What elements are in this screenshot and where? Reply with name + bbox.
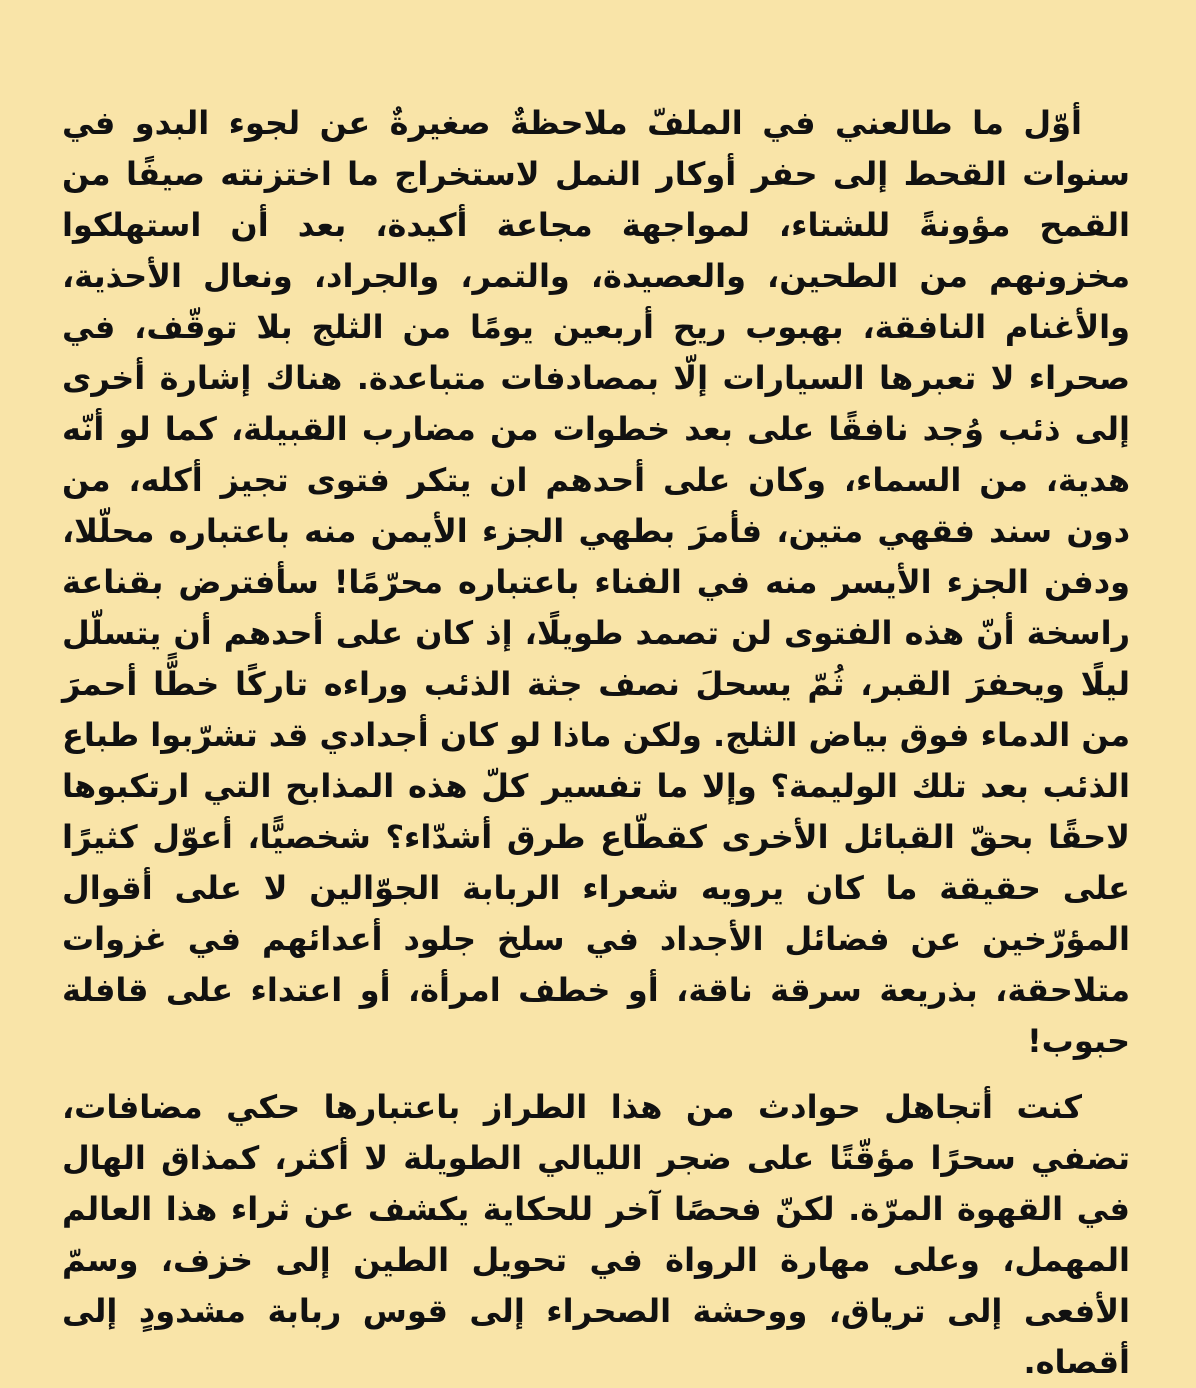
document-page — [62, 98, 1130, 1388]
paragraph-1: أوّل ما طالعني في الملفّ ملاحظةٌ صغيرةٌ عن لجوء البدو في سنوات القحط إلى حفر أوكار النمل لاستخراج ما اختزنته صيفًا من القمح مؤونةً للشتاء، لمواجهة مجاعة أكيدة، بعد أن استهلكوا مخزونهم من الطحين، والعصيدة، والتمر، والجراد، ونعال الأحذية، والأغنام النافقة، بهبوب ريح أربعين يومًا من الثلج بلا توقّف، في صحراء لا تعبرها السيارات إلّا بمصادفات متباعدة. هناك إشارة أخرى إلى ذئب وُجد نافقًا على بعد خطوات من مضارب القبيلة، كما لو أنّه هدية، من السماء، وكان على أحدهم ان يتكر فتوى تجيز أكله، من دون سند فقهي متين، فأمرَ بطهي الجزء الأيمن منه باعتباره محلّلا، ودفن الجزء الأيسر منه في الفناء باعتباره محرّمًا! سأفترض بقناعة راسخة أنّ هذه الفتوى لن تصمد طويلًا، إذ كان على أحدهم أن يتسلّل ليلًا ويحفرَ القبر، ثُمّ يسحلَ نصف جثة الذئب وراءه تاركًا خطًّا أحمرَ من الدماء فوق بياض الثلج. ولكن ماذا لو كان أجدادي قد تشرّبوا طباع الذئب بعد تلك الوليمة؟ وإلا ما تفسير كلّ هذه المذابح التي ارتكبوها لاحقًا بحقّ القبائل الأخرى كقطّاع طرق أشدّاء؟ شخصيًّا، أعوّل كثيرًا على حقيقة ما كان يرويه شعراء الربابة الجوّالين لا على أقوال المؤرّخين عن فضائل الأجداد في سلخ جلود أعدائهم في غزوات متلاحقة، بذريعة سرقة ناقة، أو خطف امرأة، أو اعتداء على قافلة حبوب! — [62, 104, 1130, 1060]
paragraph-2: كنت أتجاهل حوادث من هذا الطراز باعتبارها حكي مضافات، تضفي سحرًا مؤقّتًا على ضجر الليالي الطويلة لا أكثر، كمذاق الهال في القهوة المرّة. لكنّ فحصًا آخر للحكاية يكشف عن ثراء هذا العالم المهمل، وعلى مهارة الرواة في تحويل الطين إلى خزف، وسمّ الأفعى إلى ترياق، ووحشة الصحراء إلى قوس ربابة مشدودٍ إلى أقصاه. — [62, 1088, 1130, 1381]
